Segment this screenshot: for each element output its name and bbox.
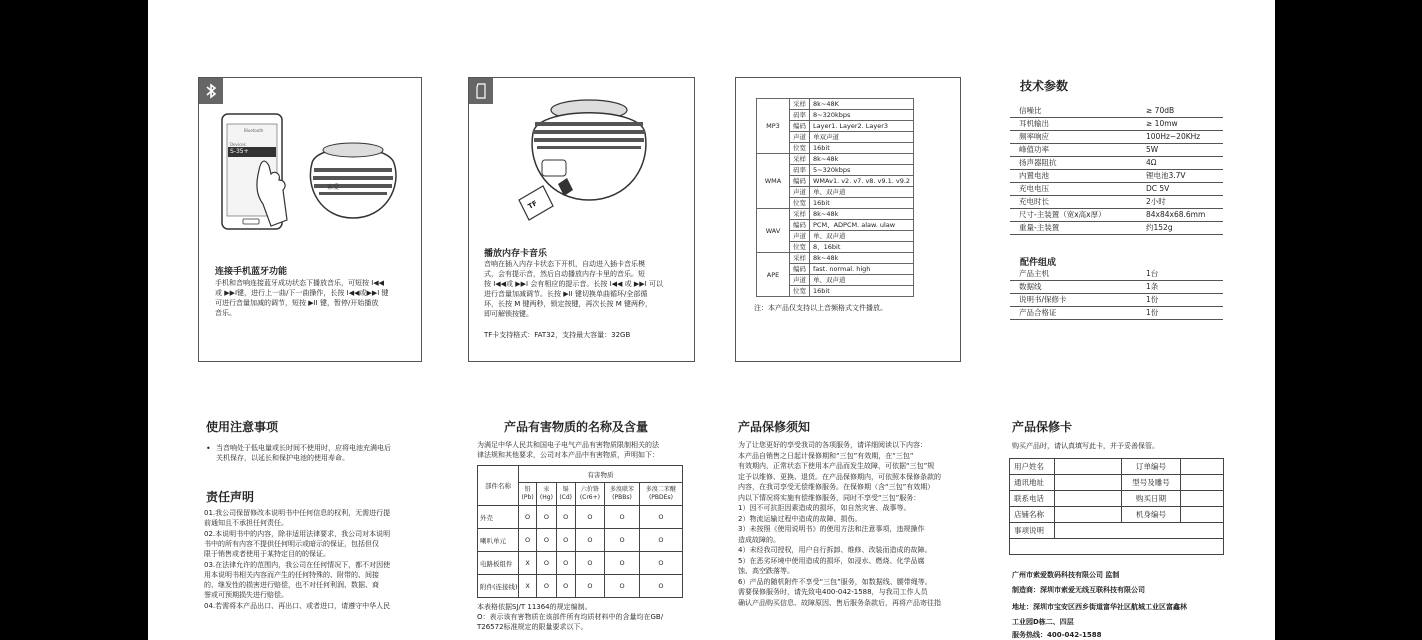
format-value: 单双声道: [810, 132, 914, 143]
card-intro: 购买产品时，请认真填写此卡，并予妥善保管。: [1012, 442, 1159, 450]
notes-bullet: 当音响处于低电量或长时间不使用时，应将电池充满电后 关机保存，以延长和保护电池的使用寿命。: [216, 444, 391, 462]
hazard-substance-header: 六价铬 (Cr6+): [575, 483, 604, 506]
format-value: PCM、ADPCM. alaw. ulaw: [810, 220, 914, 231]
format-param: 声道: [790, 275, 810, 286]
spec-value: 1份: [1137, 307, 1223, 320]
format-param: 采样: [790, 154, 810, 165]
hazard-title: 产品有害物质的名称及含量: [504, 420, 649, 434]
phone-screen-devices: Devices: [230, 142, 246, 147]
tf-panel: [468, 77, 695, 362]
hazard-value: O: [639, 552, 682, 575]
accessories-table: [1010, 268, 1223, 320]
format-value: Layer1. Layer2. Layer3: [810, 121, 914, 132]
card-label: 订单编号: [1122, 459, 1181, 475]
card-field[interactable]: [1055, 507, 1122, 523]
card-field[interactable]: [1181, 459, 1224, 475]
card-label: 型号及雕号: [1122, 475, 1181, 491]
warranty-body: 为了让您更好的享受我司的各项服务，请详细阅读以下内容： 本产品自销售之日起计保修期和“三包”有效期，在“三包” 有效期内，正常状态下使用本产品而发生故障，可依据“三包”规 定予以维修、更换、退货。在产品保修期内，可依照本保修条款的 内容，在我司享受无偿维修服务。在保修期（含“三包”有效期） 内以下情况将实施有偿维修服务，同时不享受“三包”服务： 1）因不可抗拒因素造成的损坏，如自然灾害、战事等。 2）物流运输过程中造成的故障、损伤。 3）未按照《使用说明书》的使用方法和注意事项，违规操作 造成故障的。 4）未经我司授权，用户自行拆卸、维修、改装而造成的故障。 5）在恶劣环境中使用造成的损坏，如浸水、燃烧、化学品腐 蚀、高空跌落等。 6）产品的随机附件不享受“三包”服务，如数据线、腰带绳等。 需要保修服务时，请先致电400-042-1588，与我司工作人员 确认产品购买信息、故障原因、售后服务条款后，再将产品寄往指: [738, 441, 941, 607]
format-name: WAV: [757, 209, 790, 253]
format-value: 8k~48k: [810, 209, 914, 220]
card-label: 事项说明: [1010, 523, 1055, 539]
spec-value: 2小时: [1137, 196, 1223, 209]
spec-row: [1010, 222, 1223, 235]
card-label: 机身编号: [1122, 507, 1181, 523]
sd-card-icon: [469, 78, 493, 104]
hazard-table: [477, 465, 683, 598]
hazard-value: O: [575, 552, 604, 575]
hazard-group-header: 有害物质: [519, 466, 683, 483]
spec-value: 4Ω: [1137, 157, 1223, 170]
card-label: 联系电话: [1010, 491, 1055, 507]
hazard-footer: 本表格依据SJ/T 11364的规定编制。 O：表示该有害物质在该部件所有均质材料中的含量均在GB/ T26572标准规定的限量要求以下。: [477, 603, 664, 631]
format-param: 声道: [790, 132, 810, 143]
manual-page: [148, 0, 1275, 640]
spec-row: [1010, 183, 1223, 196]
hazard-value: O: [556, 529, 575, 552]
spec-row: [1010, 157, 1223, 170]
card-maker: 制造商：深圳市索爱无线互联科技有限公司: [1012, 586, 1145, 594]
spec-value: 1份: [1137, 294, 1223, 307]
card-field[interactable]: [1181, 475, 1224, 491]
spec-label: 重量-主装置: [1010, 222, 1137, 235]
format-param: 码率: [790, 165, 810, 176]
specs-title: 技术参数: [1020, 79, 1069, 93]
card-field[interactable]: [1181, 491, 1224, 507]
format-param: 编码: [790, 176, 810, 187]
disclaimer-item: 01.我公司保留修改本说明书中任何信息的权利，无需进行提 前通知且不承担任何责任。: [204, 509, 391, 527]
spec-value: 5W: [1137, 144, 1223, 157]
format-param: 采样: [790, 253, 810, 264]
hazard-row: [478, 552, 683, 575]
card-field[interactable]: [1055, 491, 1122, 507]
format-row: [757, 99, 914, 110]
format-value: 16bit: [810, 198, 914, 209]
hazard-value: O: [537, 552, 556, 575]
format-value: 16bit: [810, 143, 914, 154]
hazard-part-header: 部件名称: [478, 466, 519, 506]
spec-label: 频率响应: [1010, 131, 1137, 144]
hazard-part-name: 附件(连接线): [478, 575, 519, 598]
phone-device-item[interactable]: S-35+: [230, 148, 249, 155]
format-row: [757, 209, 914, 220]
format-param: 位宽: [790, 286, 810, 297]
spec-value: 锂电池3.7V: [1137, 170, 1223, 183]
hazard-value: O: [556, 575, 575, 598]
hazard-substance-header: 汞 (Hg): [537, 483, 556, 506]
format-value: WMAv1. v2. v7. v8. v9.1. v9.2: [810, 176, 914, 187]
spec-row: [1010, 268, 1223, 281]
hazard-part-name: 外壳: [478, 506, 519, 529]
disclaimer-item: 02.本说明书中的内容，除非适用法律要求，我公司对本说明 书中的所有内容不提供任何明示或暗示的保证，包括但仅 限于销售或者使用于某特定目的的保证。: [204, 530, 391, 558]
format-param: 采样: [790, 209, 810, 220]
hazard-value: O: [605, 529, 640, 552]
hazard-value: X: [519, 552, 537, 575]
warranty-card-table: [1009, 458, 1224, 555]
format-value: 5~320kbps: [810, 165, 914, 176]
bluetooth-body: 手机和音响连接蓝牙成功状态下播放音乐，可短按 I◀◀ 或 ▶▶I键，进行上一曲/下一曲操作，长按 I◀◀或▶▶I 键 可进行音量加减的调节，短按 ▶II 键，暂停/开始播放 音乐。: [215, 279, 389, 317]
hazard-value: O: [605, 575, 640, 598]
spec-label: 信噪比: [1010, 105, 1137, 118]
format-value: 单、双声道: [810, 187, 914, 198]
hazard-value: O: [556, 552, 575, 575]
card-address: 地址：深圳市宝安区西乡街道富华社区航城工业区富鑫林 工业园D栋二、四层: [1012, 603, 1187, 626]
spec-row: [1010, 281, 1223, 294]
hazard-value: O: [639, 529, 682, 552]
hazard-substance-header: 多溴二苯醚 (PBDEs): [639, 483, 682, 506]
accessories-title: 配件组成: [1020, 258, 1057, 268]
hazard-row: [478, 506, 683, 529]
hazard-value: O: [605, 506, 640, 529]
format-param: 编码: [790, 264, 810, 275]
hazard-value: O: [639, 575, 682, 598]
format-value: 8、16bit: [810, 242, 914, 253]
tf-support-formats: TF卡支持格式：FAT32，支持最大容量：32GB: [484, 331, 631, 339]
spec-row: [1010, 170, 1223, 183]
spec-value: 约152g: [1137, 222, 1223, 235]
spec-row: [1010, 209, 1223, 222]
phone-screen-title: Bluetooth: [244, 128, 264, 133]
format-param: 编码: [790, 220, 810, 231]
spec-row: [1010, 196, 1223, 209]
format-param: 采样: [790, 99, 810, 110]
card-field[interactable]: [1010, 539, 1224, 555]
format-row: [757, 253, 914, 264]
card-label: 购买日期: [1122, 491, 1181, 507]
hazard-value: O: [556, 506, 575, 529]
spec-label: 数据线: [1010, 281, 1137, 294]
notes-bullet-dot: •: [206, 444, 211, 453]
format-param: 码率: [790, 110, 810, 121]
disclaimer-list: [204, 508, 424, 611]
hazard-substance-header: 铅 (Pb): [519, 483, 537, 506]
spec-row: [1010, 105, 1223, 118]
spec-value: 1台: [1137, 268, 1223, 281]
spec-label: 耳机输出: [1010, 118, 1137, 131]
hazard-value: O: [519, 506, 537, 529]
card-company: 广州市索爱数码科技有限公司 监制: [1012, 571, 1120, 579]
spec-label: 内置电池: [1010, 170, 1137, 183]
format-value: 单、双声道: [810, 231, 914, 242]
spec-value: 1条: [1137, 281, 1223, 294]
card-label: 通讯地址: [1010, 475, 1055, 491]
hazard-part-name: 喇叭单元: [478, 529, 519, 552]
hazard-value: O: [537, 506, 556, 529]
spec-label: 充电电压: [1010, 183, 1137, 196]
spec-value: 100Hz~20KHz: [1137, 131, 1223, 144]
format-name: APE: [757, 253, 790, 297]
format-param: 位宽: [790, 143, 810, 154]
format-value: 8k~48k: [810, 154, 914, 165]
speaker-brand-label: 索爱: [327, 184, 340, 191]
spec-label: 扬声器阻抗: [1010, 157, 1137, 170]
spec-label: 产品合格证: [1010, 307, 1137, 320]
disclaimer-title: 责任声明: [206, 490, 255, 504]
card-label: 用户姓名: [1010, 459, 1055, 475]
card-field[interactable]: [1055, 523, 1224, 539]
hazard-row: [478, 529, 683, 552]
spec-value: DC 5V: [1137, 183, 1223, 196]
format-param: 声道: [790, 187, 810, 198]
hazard-intro: 为满足中华人民共和国电子电气产品有害物质限制相关的法 律法规和其他要求，公司对本产品中有害物质，声明如下：: [477, 441, 659, 459]
notes-title: 使用注意事项: [206, 420, 279, 434]
hazard-substance-header: 镉 (Cd): [556, 483, 575, 506]
format-value: 8k~48K: [810, 99, 914, 110]
hazard-value: O: [575, 575, 604, 598]
spec-label: 峰值功率: [1010, 144, 1137, 157]
format-value: fast. normal. high: [810, 264, 914, 275]
spec-row: [1010, 131, 1223, 144]
disclaimer-item: 04.若需将本产品出口、再出口、或者进口，请遵守中华人民: [204, 602, 391, 610]
format-param: 位宽: [790, 198, 810, 209]
format-param: 声道: [790, 231, 810, 242]
hazard-part-name: 电路板组件: [478, 552, 519, 575]
disclaimer-item: 03.在法律允许的范围内，我公司在任何情况下，都不对因使 用本说明书相关内容而产生的任何特殊的、附带的、间接 的、继发性的损害进行赔偿，也不对任何利润、数据、商 誉或可预期损失进行赔偿。: [204, 561, 391, 599]
bluetooth-title: 连接手机蓝牙功能: [215, 267, 288, 277]
hazard-value: O: [537, 529, 556, 552]
hazard-value: O: [537, 575, 556, 598]
formats-note: 注：本产品仅支持以上音频格式文件播放。: [754, 304, 887, 312]
hazard-value: O: [605, 552, 640, 575]
spec-row: [1010, 118, 1223, 131]
format-value: 16bit: [810, 286, 914, 297]
card-field[interactable]: [1055, 459, 1122, 475]
format-param: 编码: [790, 121, 810, 132]
hazard-value: O: [575, 506, 604, 529]
spec-label: 产品主机: [1010, 268, 1137, 281]
audio-format-table: [756, 98, 914, 297]
bluetooth-icon: [199, 78, 223, 104]
tf-title: 播放内存卡音乐: [484, 249, 548, 259]
spec-row: [1010, 294, 1223, 307]
format-param: 位宽: [790, 242, 810, 253]
format-value: 8~320kbps: [810, 110, 914, 121]
hazard-row: [478, 575, 683, 598]
spec-row: [1010, 307, 1223, 320]
hazard-value: O: [639, 506, 682, 529]
card-hotline: 服务热线：400-042-1588: [1012, 631, 1102, 639]
spec-label: 尺寸-主装置（宽x高x厚）: [1010, 209, 1137, 222]
spec-row: [1010, 144, 1223, 157]
spec-value: ≥ 70dB: [1137, 105, 1223, 118]
hazard-value: O: [575, 529, 604, 552]
hazard-value: O: [519, 529, 537, 552]
format-name: WMA: [757, 154, 790, 209]
card-field[interactable]: [1055, 475, 1122, 491]
tf-body: 音响在插入内存卡状态下开机，自动进入插卡音乐模 式，会有提示音，然后自动播放内存卡里的音乐。短 按 I◀◀或 ▶▶I 会有相应的提示音。长按 I◀◀ 或 ▶▶I 可以 进行音量加减调节。长按 ▶II 键切换单曲循环/全部循 环，长按 M 键两秒，锁定按键，再次长按 M 键两秒， 即可解锁按键。: [484, 260, 663, 318]
card-field[interactable]: [1181, 507, 1224, 523]
hazard-value: X: [519, 575, 537, 598]
spec-value: 84x84x68.6mm: [1137, 209, 1223, 222]
spec-table: [1010, 105, 1223, 235]
spec-label: 说明书/保修卡: [1010, 294, 1137, 307]
formats-panel: [735, 77, 961, 362]
format-name: MP3: [757, 99, 790, 154]
format-row: [757, 154, 914, 165]
tf-card-label: TF: [526, 199, 539, 211]
card-label: 店铺名称: [1010, 507, 1055, 523]
format-value: 8k~48k: [810, 253, 914, 264]
warranty-title: 产品保修须知: [738, 420, 811, 434]
bluetooth-panel: [198, 77, 422, 362]
hazard-substance-header: 多溴联苯 (PBBs): [605, 483, 640, 506]
spec-value: ≥ 10mw: [1137, 118, 1223, 131]
format-value: 单、双声道: [810, 275, 914, 286]
hazard-header-row: [478, 466, 683, 483]
card-title: 产品保修卡: [1012, 420, 1073, 434]
spec-label: 充电时长: [1010, 196, 1137, 209]
